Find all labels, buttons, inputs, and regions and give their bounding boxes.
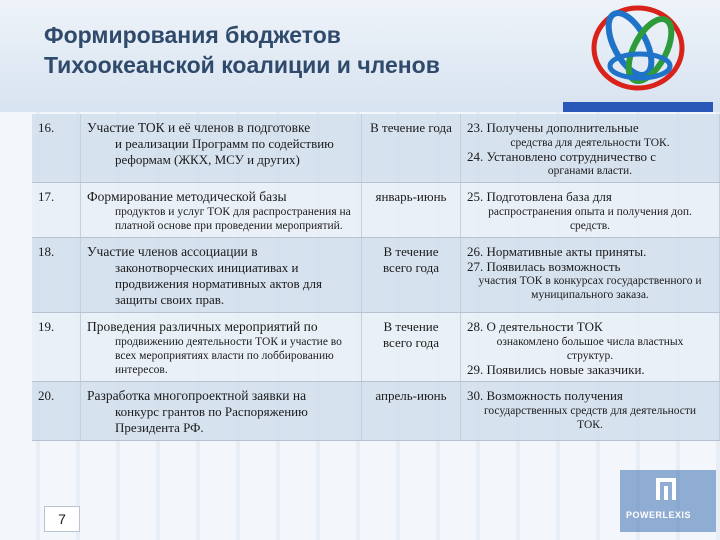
- result-head: 23. Получены дополнительные: [467, 120, 639, 135]
- row-number: 16.: [32, 114, 81, 183]
- activity-lead: Формирование методической базы: [87, 189, 287, 204]
- result-body-2: органами власти.: [547, 165, 633, 177]
- activity-cell: [81, 183, 362, 238]
- row-number: 18.: [32, 238, 81, 313]
- result-cell: [461, 238, 720, 313]
- term-cell: В течение всего года: [362, 238, 461, 313]
- activity-lead: Разработка многопроектной заявки на: [87, 388, 307, 403]
- activity-cell: [81, 313, 362, 382]
- row-number: 17.: [32, 183, 81, 238]
- table-row: [32, 382, 720, 441]
- row-number: 19.: [32, 313, 81, 382]
- result-cell: [461, 382, 720, 441]
- term-cell: В течение года: [362, 114, 461, 183]
- result-body: распространения опыта и получения доп. средств.: [488, 206, 692, 232]
- activity-cell: [81, 114, 362, 183]
- term-cell: январь-июнь: [362, 183, 461, 238]
- coalition-logo: [560, 0, 720, 112]
- table-row: [32, 114, 720, 183]
- activity-lead: Участие членов ассоциации в: [87, 244, 258, 259]
- activity-rest: продуктов и услуг ТОК для распространения на платной основе при проведении мероприятий.: [115, 206, 351, 232]
- logo-bar: [563, 102, 713, 112]
- title-line-1: Формирования бюджетов: [44, 22, 341, 48]
- result-head: 28. О деятельности ТОК: [467, 319, 603, 334]
- table-row: [32, 183, 720, 238]
- result-head-2: 24. Установлено сотрудничество с: [467, 149, 657, 164]
- activity-rest: законотворческих инициативах и продвижения нормативных актов для защиты своих прав.: [115, 260, 322, 307]
- term-cell: апрель-июнь: [362, 382, 461, 441]
- activity-rest: и реализации Программ по содействию реформам (ЖКХ, МСУ и других): [115, 136, 334, 167]
- result-body: средства для деятельности ТОК.: [510, 137, 670, 149]
- activity-cell: [81, 238, 362, 313]
- page-number: 7: [44, 506, 80, 532]
- row-number: 20.: [32, 382, 81, 441]
- brand-name: POWERLEXIS: [626, 510, 692, 520]
- table-row: [32, 313, 720, 382]
- activity-rest: продвижению деятельности ТОК и участие во всех мероприятиях власти по лоббированию интересов.: [115, 336, 342, 376]
- result-cell: [461, 313, 720, 382]
- budget-table: [32, 114, 720, 441]
- result-head: 30. Возможность получения: [467, 388, 623, 403]
- title-line-2: Тихоокеанской коалиции и членов: [44, 52, 440, 78]
- brand-logo: [620, 470, 716, 532]
- result-body: государственных средств для деятельности ТОК.: [483, 405, 697, 431]
- result-head-2: 29. Появились новые заказчики.: [467, 362, 645, 377]
- result-cell: [461, 114, 720, 183]
- page-title: [44, 20, 564, 80]
- activity-cell: [81, 382, 362, 441]
- table-row: [32, 238, 720, 313]
- result-body-2: участия ТОК в конкурсах государственного и муниципального заказа.: [478, 275, 702, 301]
- result-head: 26. Нормативные акты приняты.: [467, 244, 647, 259]
- activity-lead: Участие ТОК и её членов в подготовке: [87, 120, 311, 135]
- result-cell: [461, 183, 720, 238]
- term-cell: В течение всего года: [362, 313, 461, 382]
- result-body: ознакомлено большое числа властных структур.: [496, 336, 684, 362]
- activity-lead: Проведения различных мероприятий по: [87, 319, 318, 334]
- result-head-2: 27. Появилась возможность: [467, 259, 621, 274]
- result-head: 25. Подготовлена база для: [467, 189, 612, 204]
- activity-rest: конкурс грантов по Распоряжению Президента РФ.: [115, 404, 308, 435]
